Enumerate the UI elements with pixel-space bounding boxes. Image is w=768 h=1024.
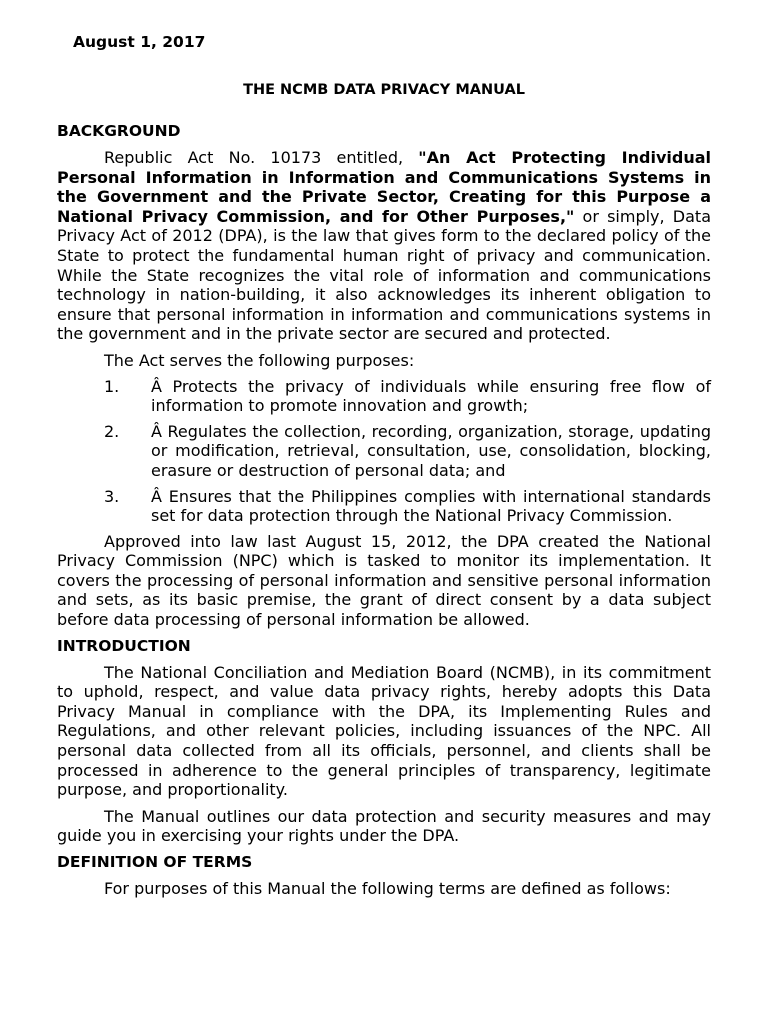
- list-item-text: Â Ensures that the Philippines complies with international standards set for data protection through the National Privacy Commission.: [151, 486, 711, 526]
- act-rest-text: or simply, Data Privacy Act of 2012 (DPA), is the law that gives form to the declared policy of the State to protect the fundamental human right of privacy and communication. While the State recognizes the vital role of information and communications technology in nation-building, it also acknowledges its inherent obligation to ensure that personal information in information and communications systems in the government and in the private sector are secured and protected.: [57, 206, 711, 344]
- purposes-list: [57, 377, 711, 526]
- document-body: [57, 121, 711, 899]
- background-heading: BACKGROUND: [57, 122, 181, 140]
- definitions-paragraph-1: For purposes of this Manual the following terms are defined as follows:: [104, 879, 671, 898]
- list-item-text: Â Regulates the collection, recording, organization, storage, updating or modification, retrieval, consultation, use, consolidation, blocking, erasure or destruction of personal data; and: [151, 421, 711, 480]
- list-item: [57, 377, 711, 416]
- background-paragraph-2: Approved into law last August 15, 2012, the DPA created the National Privacy Commission (NPC) which is tasked to monitor its implementation. It covers the processing of personal information and sensitive personal information and sets, as its basic premise, the grant of direct consent by a data subject before data processing of personal information be allowed.: [57, 531, 711, 630]
- definitions-heading: DEFINITION OF TERMS: [57, 853, 253, 871]
- introduction-heading: INTRODUCTION: [57, 636, 191, 655]
- background-paragraph-1: [57, 148, 711, 344]
- document-date: August 1, 2017: [73, 33, 206, 51]
- introduction-paragraph-2: The Manual outlines our data protection and security measures and may guide you in exercising your rights under the DPA.: [57, 806, 711, 846]
- act-title-text: "An Act Protecting Individual Personal Information in Information and Communications Systems in the Government and the Private Sector, Creating for this Purpose a National Privacy Commission, and for Other Purposes,": [57, 148, 711, 226]
- list-item: [57, 422, 711, 481]
- list-item-number: 1.: [104, 376, 120, 396]
- list-item: [57, 487, 711, 526]
- document-title: THE NCMB DATA PRIVACY MANUAL: [243, 82, 525, 98]
- list-item-number: 2.: [104, 421, 120, 441]
- list-item-text: Â Protects the privacy of individuals while ensuring free flow of information to promote innovation and growth;: [151, 376, 711, 416]
- act-lead-text: Republic Act No. 10173 entitled,: [104, 148, 419, 167]
- list-item-number: 3.: [104, 486, 120, 506]
- introduction-paragraph-1: The National Conciliation and Mediation Board (NCMB), in its commitment to uphold, respect, and value data privacy rights, hereby adopts this Data Privacy Manual in compliance with the DPA, its Implementing Rules and Regulations, and other relevant policies, including issuances of the NPC. All personal data collected from all its officials, personnel, and clients shall be processed in adherence to the general principles of transparency, legitimate purpose, and proportionality.: [57, 662, 711, 800]
- purposes-intro: The Act serves the following purposes:: [104, 350, 415, 370]
